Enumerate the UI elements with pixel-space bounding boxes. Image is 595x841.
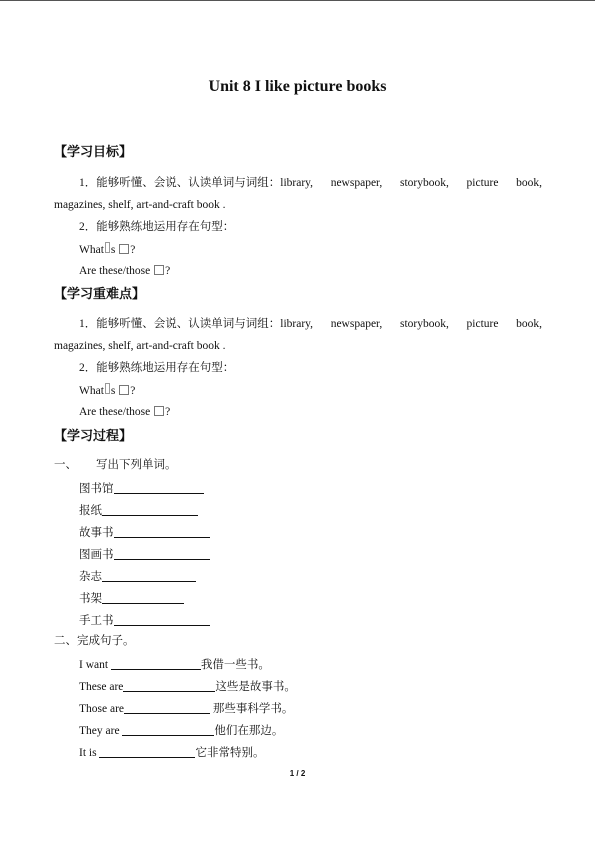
sentence-hint: 我借一些书。: [200, 659, 270, 671]
page-title: Unit 8 I like picture books: [208, 78, 387, 95]
section-heading-key-points: 【学习重难点】: [54, 286, 146, 301]
text-segment: book,: [516, 177, 542, 189]
word-label: 手工书: [79, 615, 114, 627]
q-post: ?: [165, 265, 171, 277]
q-post: ?: [130, 244, 136, 256]
missing-glyph-box-icon: [154, 265, 164, 275]
word-row: [79, 613, 210, 628]
word-row: [79, 503, 198, 518]
sentence-blank-line[interactable]: [123, 679, 215, 692]
text-segment: newspaper,: [330, 177, 383, 189]
text-segment: storybook,: [399, 318, 449, 330]
sentence-start: They are: [79, 725, 120, 737]
q-mid: s: [110, 385, 116, 397]
text-segment: 1．能够听懂、会说、认读单词与词组：library,: [79, 177, 314, 189]
apostrophe-glyph-icon: [105, 383, 110, 394]
text-segment: storybook,: [399, 177, 449, 189]
objectives-question1: [79, 242, 135, 257]
sentence-hint: 他们在那边。: [214, 725, 284, 737]
word-blank-line[interactable]: [114, 547, 210, 560]
word-blank-line[interactable]: [114, 613, 210, 626]
part1-title: 写出下列单词。: [96, 459, 177, 471]
sentence-hint: 那些事科学书。: [212, 703, 294, 715]
sentence-row: [79, 657, 270, 672]
sentence-start: It is: [79, 747, 97, 759]
word-blank-line[interactable]: [102, 591, 184, 604]
word-row: [79, 569, 196, 584]
word-label: 书架: [79, 593, 102, 605]
sentence-hint: 它非常特别。: [195, 747, 265, 759]
word-row: [79, 591, 184, 606]
q-post: ?: [165, 406, 171, 418]
word-row: [79, 481, 204, 496]
word-blank-line[interactable]: [102, 569, 196, 582]
word-blank-line[interactable]: [102, 503, 198, 516]
sentence-start: Those are: [79, 703, 125, 715]
part1-number: 一、: [54, 459, 77, 471]
sentence-blank-line[interactable]: [99, 745, 195, 758]
section-heading-objectives: 【学习目标】: [54, 144, 133, 159]
word-blank-line[interactable]: [114, 525, 210, 538]
missing-glyph-box-icon: [119, 244, 129, 254]
word-label: 故事书: [79, 527, 114, 539]
missing-glyph-box-icon: [154, 406, 164, 416]
apostrophe-glyph-icon: [105, 242, 110, 253]
text-segment: newspaper,: [330, 318, 383, 330]
keypoints-item1-line1: [79, 317, 542, 331]
word-blank-line[interactable]: [114, 481, 204, 494]
q-post: ?: [130, 385, 136, 397]
keypoints-item1-line2: magazines, shelf, art-and-craft book .: [54, 340, 226, 352]
page-number: 1 / 2: [289, 769, 306, 778]
part2-title: 二、完成句子。: [54, 635, 135, 647]
text-segment: 1．能够听懂、会说、认读单词与词组：library,: [79, 318, 314, 330]
word-row: [79, 547, 210, 562]
text-segment: picture: [466, 177, 499, 189]
q-pre: Are these/those: [79, 406, 151, 418]
word-row: [79, 525, 210, 540]
word-label: 杂志: [79, 571, 102, 583]
word-label: 图书馆: [79, 483, 114, 495]
missing-glyph-box-icon: [119, 385, 129, 395]
objectives-item1-line2: magazines, shelf, art-and-craft book .: [54, 199, 226, 211]
section-heading-process: 【学习过程】: [54, 428, 133, 443]
q-mid: s: [110, 244, 116, 256]
sentence-blank-line[interactable]: [111, 657, 201, 670]
sentence-row: [79, 679, 296, 694]
sentence-row: [79, 723, 283, 738]
keypoints-question1: [79, 383, 135, 398]
q-pre: Are these/those: [79, 265, 151, 277]
sentence-row: [79, 701, 293, 716]
objectives-question2: [79, 264, 170, 278]
q-pre: What: [79, 385, 104, 397]
page-top-border: [0, 0, 595, 1]
keypoints-question2: [79, 405, 170, 419]
word-label: 图画书: [79, 549, 114, 561]
sentence-blank-line[interactable]: [124, 701, 210, 714]
objectives-item1-line1: [79, 176, 542, 190]
sentence-row: [79, 745, 264, 760]
word-label: 报纸: [79, 505, 102, 517]
q-pre: What: [79, 244, 104, 256]
sentence-start: I want: [79, 659, 109, 671]
text-segment: picture: [466, 318, 499, 330]
sentence-blank-line[interactable]: [122, 723, 214, 736]
text-segment: book,: [516, 318, 542, 330]
sentence-start: These are: [79, 681, 124, 693]
sentence-hint: 这些是故事书。: [215, 681, 296, 693]
keypoints-item2: 2．能够熟练地运用存在句型：: [79, 362, 235, 374]
objectives-item2: 2．能够熟练地运用存在句型：: [79, 221, 235, 233]
